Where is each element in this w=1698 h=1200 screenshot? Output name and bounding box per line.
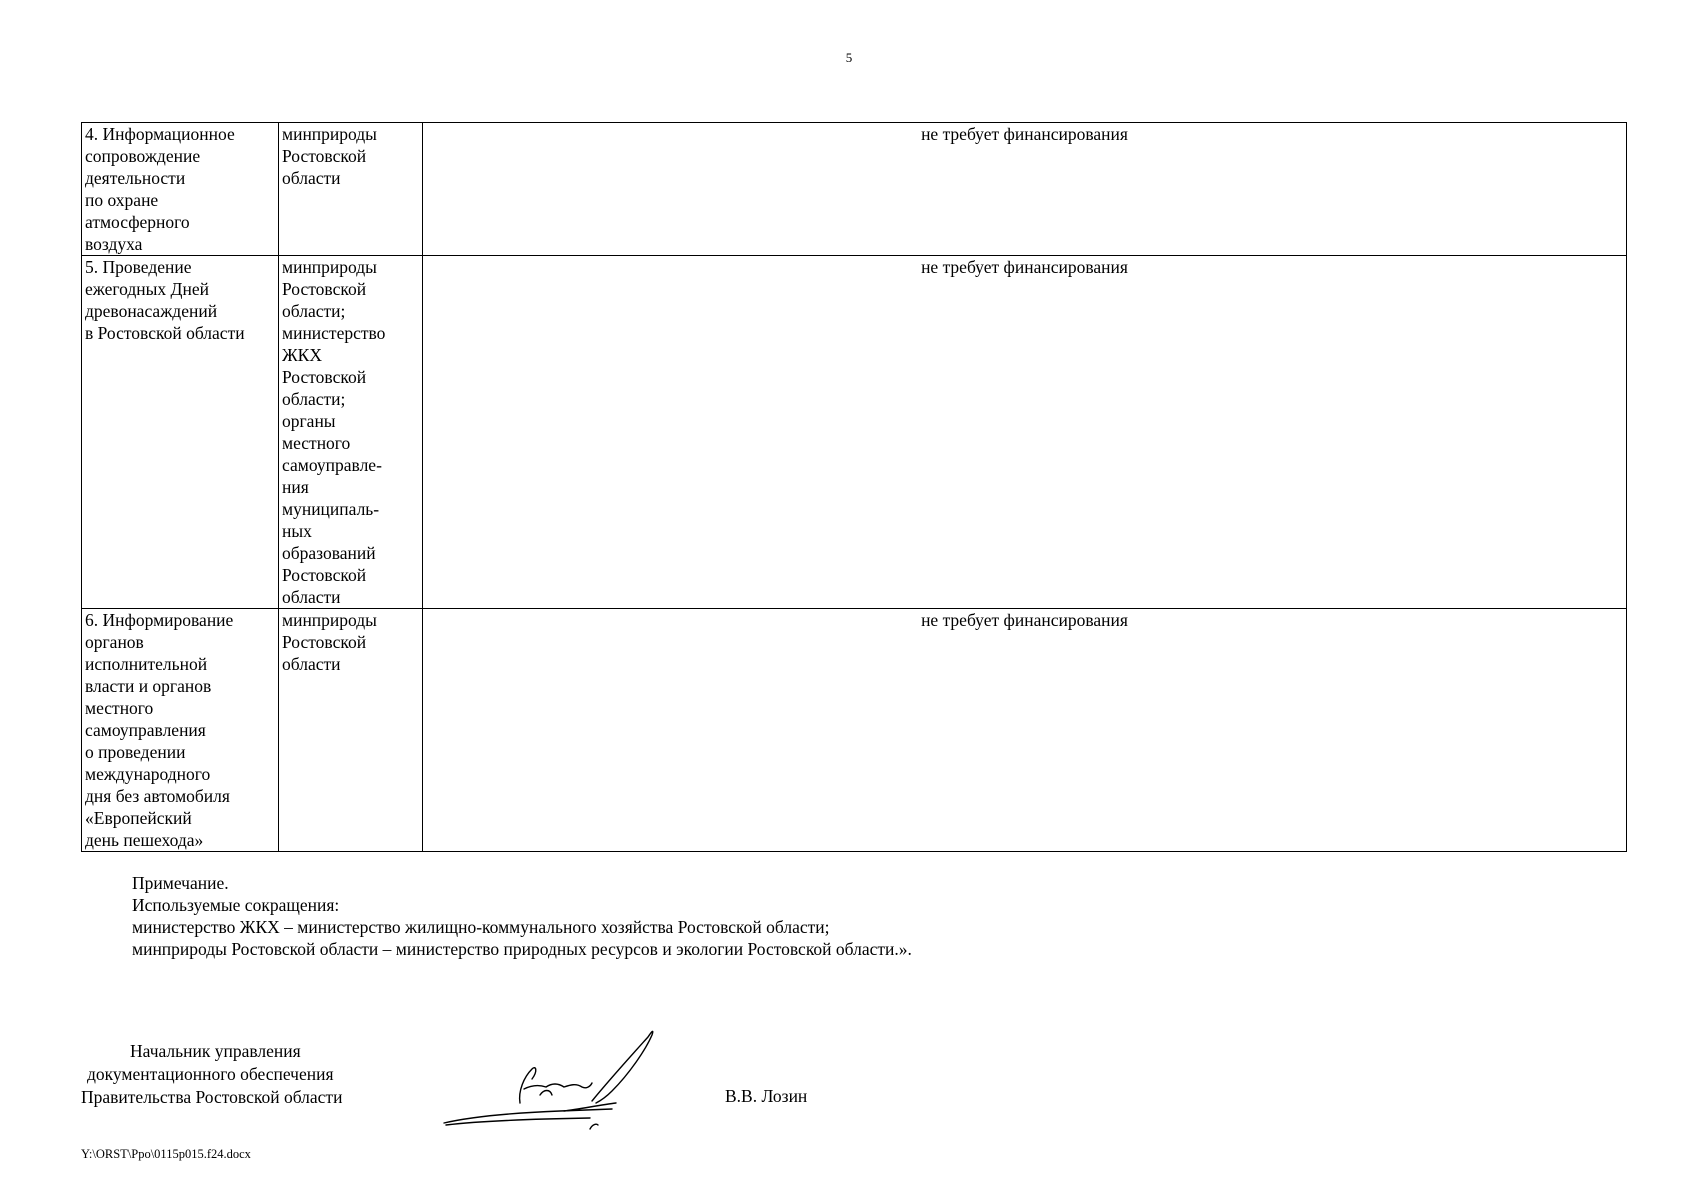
executor-line: области (282, 654, 341, 674)
executor-line: области; (282, 301, 346, 321)
signer-position-line: документационного обеспечения (87, 1064, 334, 1084)
table-row (82, 123, 1627, 256)
measure-line: о проведении (85, 742, 186, 762)
table-row (82, 256, 1627, 609)
measure-cell (82, 609, 279, 852)
measure-line: древонасаждений (85, 301, 218, 321)
measure-line: международного (85, 764, 211, 784)
measure-line: ежегодных Дней (85, 279, 209, 299)
executor-cell (279, 123, 423, 256)
measure-line: исполнительной (85, 654, 208, 674)
file-path: Y:\ORST\Ppo\0115p015.f24.docx (81, 1147, 251, 1161)
measure-line: воздуха (85, 234, 143, 254)
table-row (82, 609, 1627, 852)
measure-line: по охране (85, 190, 159, 210)
executor-line: министерство (282, 323, 386, 343)
executor-line: Ростовской (282, 367, 367, 387)
executor-line: органы (282, 411, 336, 431)
measure-line: 5. Проведение (85, 257, 192, 277)
executor-line: Ростовской (282, 279, 367, 299)
executor-line: области (282, 587, 341, 607)
measure-line: деятельности (85, 168, 186, 188)
measure-line: власти и органов (85, 676, 212, 696)
measure-line: «Европейский (85, 808, 192, 828)
executor-line: Ростовской (282, 565, 367, 585)
measure-line: органов (85, 632, 144, 652)
handwritten-signature (440, 1025, 680, 1130)
measure-line: самоуправления (85, 720, 206, 740)
page-number: 5 (845, 50, 853, 65)
measure-line: день пешехода» (85, 830, 204, 850)
signer-name: В.В. Лозин (725, 1086, 808, 1106)
measure-line: сопровождение (85, 146, 201, 166)
executor-line: минприроды (282, 124, 377, 144)
executor-line: минприроды (282, 257, 377, 277)
note-title: Примечание. (132, 873, 229, 893)
measure-line: 4. Информационное (85, 124, 235, 144)
executor-line: муниципаль- (282, 499, 380, 519)
measure-cell (82, 256, 279, 609)
measure-line: местного (85, 698, 154, 718)
note-subtitle: Используемые сокращения: (132, 895, 340, 915)
measure-line: дня без автомобиля (85, 786, 230, 806)
executor-line: Ростовской (282, 632, 367, 652)
executor-cell (279, 609, 423, 852)
measure-line: 6. Информирование (85, 610, 234, 630)
executor-line: образований (282, 543, 376, 563)
executor-line: области; (282, 389, 346, 409)
executor-cell (279, 256, 423, 609)
measures-table (81, 122, 1627, 852)
executor-line: минприроды (282, 610, 377, 630)
note-block (132, 872, 912, 960)
signer-position (81, 1040, 342, 1109)
finance-cell: не требует финансирования (423, 609, 1627, 852)
finance-cell: не требует финансирования (423, 123, 1627, 256)
measure-cell (82, 123, 279, 256)
executor-line: ных (282, 521, 312, 541)
executor-line: ния (282, 477, 309, 497)
executor-line: местного (282, 433, 351, 453)
executor-line: области (282, 168, 341, 188)
executor-line: самоуправле- (282, 455, 382, 475)
note-abbreviation: министерство ЖКХ – министерство жилищно-коммунального хозяйства Ростовской области; (132, 917, 830, 937)
measure-line: в Ростовской области (85, 323, 245, 343)
finance-cell: не требует финансирования (423, 256, 1627, 609)
executor-line: Ростовской (282, 146, 367, 166)
note-abbreviation: минприроды Ростовской области – министерство природных ресурсов и экологии Ростовской области.». (132, 939, 912, 959)
signer-position-line: Начальник управления (130, 1041, 301, 1061)
signer-position-line: Правительства Ростовской области (81, 1087, 343, 1107)
measure-line: атмосферного (85, 212, 190, 232)
executor-line: ЖКХ (282, 345, 322, 365)
